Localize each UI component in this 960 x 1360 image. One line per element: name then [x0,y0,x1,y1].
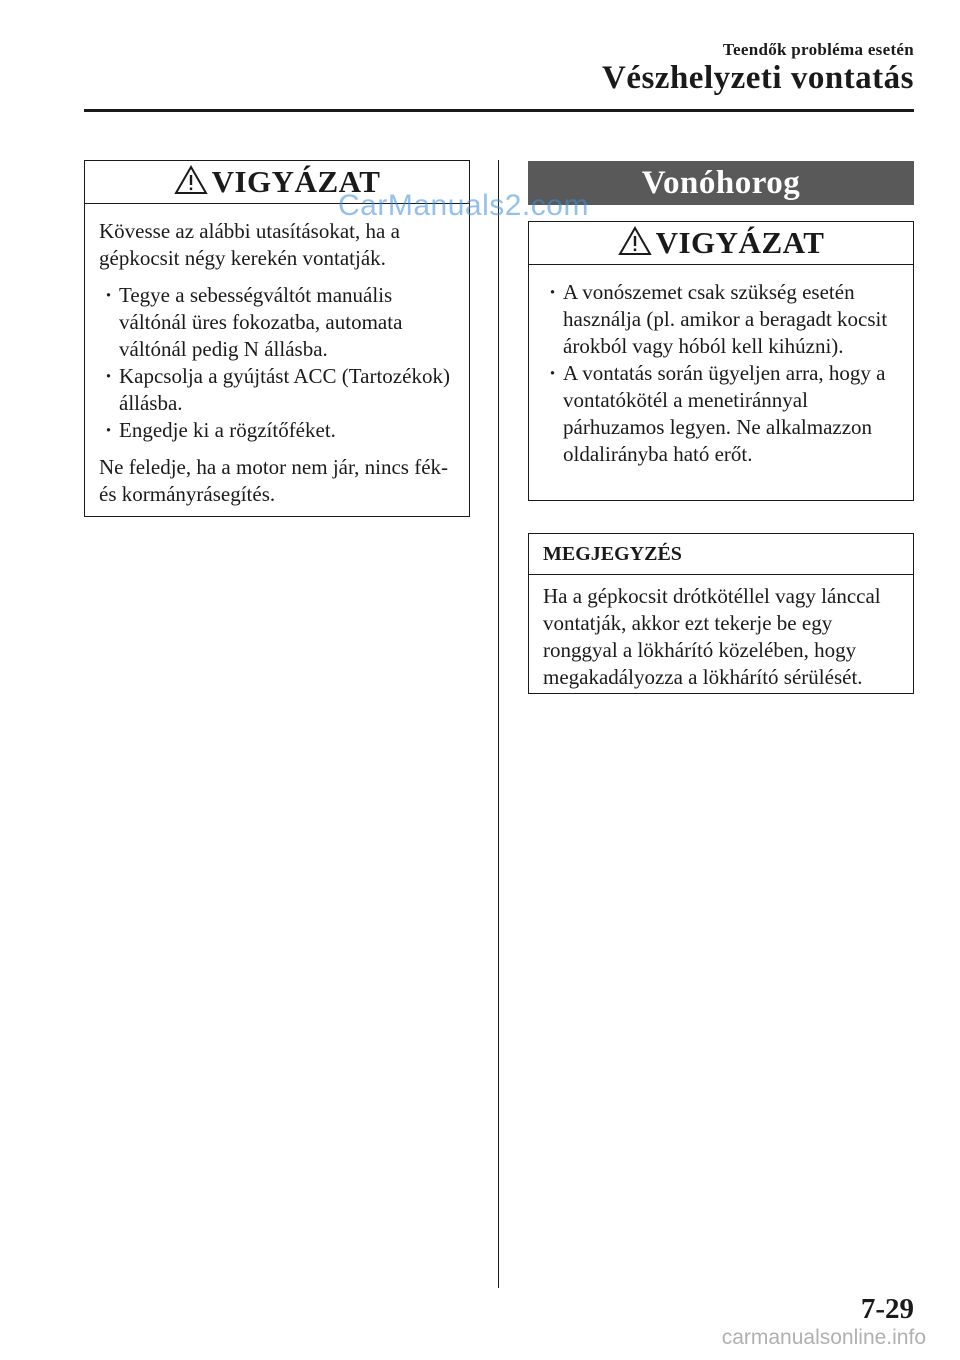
list-item [99,417,455,444]
bullet-dot: · [549,280,557,304]
section-heading-bar: Vonóhorog [528,161,914,205]
warning-triangle-icon [174,165,208,195]
list-item [543,360,899,468]
note-text: Ha a gépkocsit drótkötéllel vagy lánccal vontatják, akkor ezt tekerje be egy ronggyal a lökhárító közelében, hogy megakadályozza a lökhárító sérülését. [543,584,881,689]
note-body [529,575,913,705]
bullet-text: A vontatás során ügyeljen arra, hogy a vontatókötél a menetiránnyal párhuzamos legyen. Ne alkalmazzon oldalirányba ható erőt. [563,361,886,466]
page-title: Vészhelyzeti vontatás [601,60,914,96]
note-box [528,533,914,694]
bullet-text: A vonószemet csak szükség esetén használja (pl. amikor a beragadt kocsit árokból vagy hóból kell kihúzni). [563,280,888,358]
header-rule [84,109,914,112]
caution-title: VIGYÁZAT [655,225,825,260]
caution-outro: Ne feledje, ha a motor nem jár, nincs fék- és kormányrásegítés. [99,455,449,506]
note-title: MEGJEGYZÉS [529,534,913,575]
bullet-dot: · [105,364,113,388]
bullet-text: Tegye a sebességváltót manuális váltónál üres fokozatba, automata váltónál pedig N állásba. [119,283,403,361]
caution-title: VIGYÁZAT [211,164,381,199]
caution-body [85,204,469,522]
list-item [99,363,455,417]
column-divider [498,160,499,1288]
caution-body [529,265,913,492]
page-number: 7-29 [860,1293,914,1325]
warning-triangle-icon [618,226,652,256]
section-subtitle: Teendők probléma esetén [722,40,914,59]
caution-header [529,222,913,265]
footer-site-link[interactable]: carmanualsonline.info [721,1326,926,1349]
list-item [543,279,899,360]
caution-bullet-list [543,279,899,468]
caution-intro: Kövesse az alábbi utasításokat, ha a gépkocsit négy kerekén vontatják. [99,219,400,270]
watermark: CarManuals2.com [338,189,589,222]
caution-box-right [528,221,914,501]
bullet-dot: · [105,283,113,307]
bullet-text: Engedje ki a rögzítőféket. [119,418,336,442]
bullet-dot: · [549,361,557,385]
list-item [99,282,455,363]
caution-bullet-list [99,282,455,444]
bullet-text: Kapcsolja a gyújtást ACC (Tartozékok) állásba. [119,364,450,415]
bullet-dot: · [105,418,113,442]
